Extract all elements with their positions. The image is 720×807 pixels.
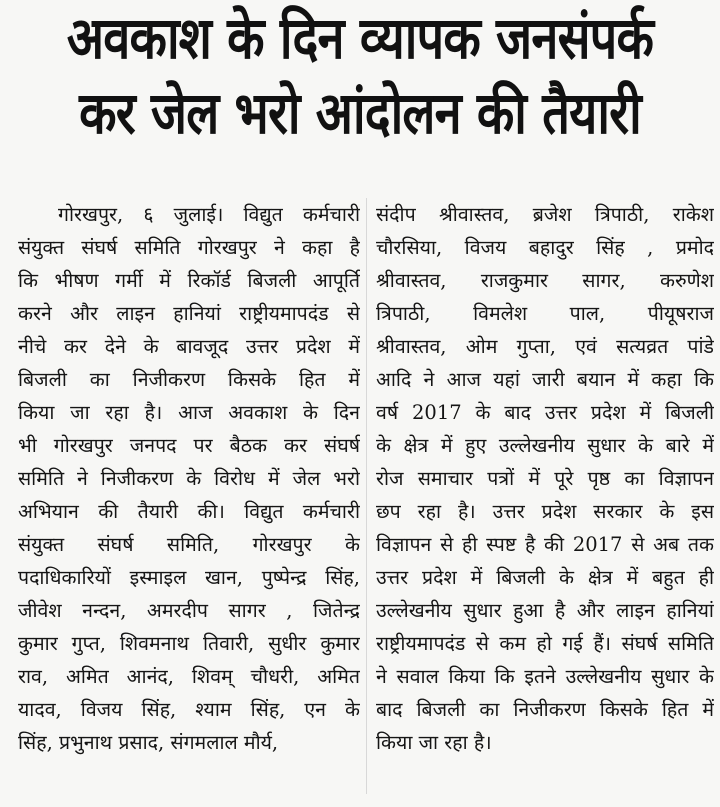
article-line: चौरसिया, विजय बहादुर सिंह , प्रमोद [376, 236, 714, 259]
article-line: आदि ने आज यहां जारी बयान में कहा कि [376, 368, 714, 391]
article-line: गोरखपुर, ६ जुलाई। विद्युत कर्मचारी [58, 203, 360, 226]
article-line: श्रीवास्तव, ओम गुप्ता, एवं सत्यव्रत पांडे [376, 335, 714, 358]
article-line: जीवेश नन्दन, अमरदीप सागर , जितेन्द्र [18, 599, 360, 622]
article-column-right [376, 198, 714, 759]
article-line: राव, अमित आनंद, शिवम् चौधरी, अमित [18, 665, 360, 688]
article-line: संदीप श्रीवास्तव, ब्रजेश त्रिपाठी, राकेश [376, 203, 714, 226]
article-line: करने और लाइन हानियां राष्ट्रीयमापदंड से [18, 302, 360, 325]
article-column-left [18, 198, 360, 759]
article-line: किया जा रहा है। आज अवकाश के दिन [18, 401, 360, 424]
article-line: उत्तर प्रदेश में बिजली के क्षेत्र में बहुत ही [376, 566, 714, 589]
article-line: विज्ञापन से ही स्पष्ट है की 2017 से अब तक [376, 533, 714, 556]
article-line: पदाधिकारियों इस्माइल खान, पुष्पेन्द्र सिंह, [18, 566, 360, 589]
article-line: बिजली का निजीकरण किसके हित में [18, 368, 360, 391]
article-line: कुमार गुप्त, शिवमनाथ तिवारी, सुधीर कुमार [18, 632, 360, 655]
article-line: त्रिपाठी, विमलेश पाल, पीयूषराज [376, 302, 714, 325]
article-line: उल्लेखनीय सुधार हुआ है और लाइन हानियां [376, 599, 714, 622]
article-line: राष्ट्रीयमापदंड से कम हो गई हैं। संघर्ष समिति [376, 632, 714, 655]
article-line: रोज समाचार पत्रों में पूरे पृष्ठ का विज्ञापन [376, 467, 714, 490]
article-body [8, 198, 714, 798]
article-line: कि भीषण गर्मी में रिकॉर्ड बिजली आपूर्ति [18, 269, 360, 292]
article-line: संयुक्त संघर्ष समिति, गोरखपुर के [18, 533, 360, 556]
article-line: सिंह, प्रभुनाथ प्रसाद, संगमलाल मौर्य, [18, 731, 279, 754]
headline [0, 4, 720, 147]
article-line: वर्ष 2017 के बाद उत्तर प्रदेश में बिजली [376, 401, 714, 424]
article-line: बाद बिजली का निजीकरण किसके हित में [376, 698, 714, 721]
article-line: नीचे कर देने के बावजूद उत्तर प्रदेश में [18, 335, 360, 358]
article-line: श्रीवास्तव, राजकुमार सागर, करुणेश [376, 269, 714, 292]
article-line: ने सवाल किया कि इतने उल्लेखनीय सुधार के [376, 665, 714, 688]
column-divider [366, 198, 367, 794]
headline-line-1: अवकाश के दिन व्यापक जनसंपर्क [66, 4, 654, 72]
article-line: छप रहा है। उत्तर प्रदेश सरकार के इस [376, 500, 714, 523]
article-line: संयुक्त संघर्ष समिति गोरखपुर ने कहा है [18, 236, 360, 259]
article-line: किया जा रहा है। [376, 731, 492, 754]
article-line: समिति ने निजीकरण के विरोध में जेल भरो [18, 467, 360, 490]
article-line: अभियान की तैयारी की। विद्युत कर्मचारी [18, 500, 360, 523]
article-line: भी गोरखपुर जनपद पर बैठक कर संघर्ष [18, 434, 360, 457]
headline-line-2: कर जेल भरो आंदोलन की तैयारी [79, 78, 641, 147]
article-line: के क्षेत्र में हुए उल्लेखनीय सुधार के बारे में [376, 434, 714, 457]
article-line: यादव, विजय सिंह, श्याम सिंह, एन के [18, 698, 360, 721]
